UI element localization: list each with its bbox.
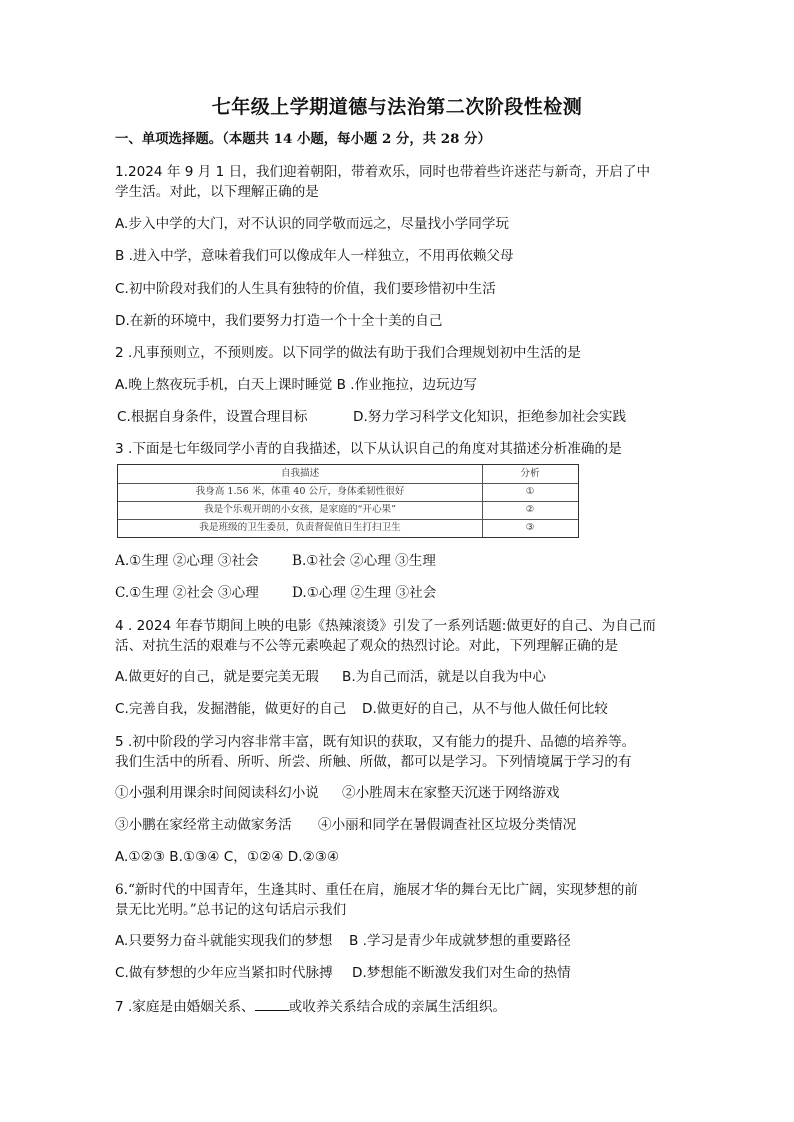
q6-stem-line1: 6.“新时代的中国青年，生逢其时、重任在肩，施展才华的舞台无比广阔，实现梦想的前 [115, 882, 638, 898]
q4-option-b: B.为自己而活，就是以自我为中心 [342, 669, 546, 685]
q3-option-c: C.①生理 ②社会 ③心理 [115, 585, 259, 601]
q4-stem-line1: 4 . 2024 年春节期间上映的电影《热辣滚烫》引发了一系列话题:做更好的自己、为自己而 [115, 618, 656, 634]
table-cell-analysis: ① [525, 486, 535, 497]
q6-option-b: B .学习是青少年成就梦想的重要路径 [349, 933, 571, 949]
q1-option-c: C.初中阶段对我们的人生具有独特的价值，我们要珍惜初中生活 [115, 281, 496, 297]
table-cell-analysis: ③ [525, 522, 535, 533]
table-row [118, 483, 578, 502]
q3-option-d: D.①心理 ②生理 ③社会 [292, 585, 437, 601]
q5-statement-4: ④小丽和同学在暑假调查社区垃圾分类情况 [318, 817, 577, 833]
q6-stem-line2: 景无比光明。”总书记的这句话启示我们 [115, 902, 347, 918]
q1-option-a: A.步入中学的大门，对不认识的同学敬而远之，尽量找小学同学玩 [115, 216, 510, 232]
q6-option-a: A.只要努力奋斗就能实现我们的梦想 [115, 933, 333, 949]
table-cell-description: 我是个乐观开朗的小女孩，是家庭的“开心果” [118, 501, 483, 519]
q5-statement-1: ①小强利用课余时间阅读科幻小说 [115, 785, 319, 801]
q1-stem-line1: 1.2024 年 9 月 1 日，我们迎着朝阳，带着欢乐，同时也带着些许迷茫与新奇，开启了中 [115, 164, 651, 180]
q5-stem-line2: 我们生活中的所看、所听、所尝、所触、所做，都可以是学习。下列情境属于学习的有 [115, 754, 632, 770]
q5-statement-3: ③小鹏在家经常主动做家务活 [115, 817, 292, 833]
table-cell-description: 我身高 1.56 米，体重 40 公斤，身体柔韧性很好 [118, 483, 483, 501]
table-header-description: 自我描述 [118, 465, 483, 483]
table-header-analysis: 分析 [520, 468, 540, 479]
q7-answer-blank [255, 996, 289, 1011]
q1-stem-line2: 学生活。对此，以下理解正确的是 [115, 184, 319, 200]
q2-options-ab: A.晚上熬夜玩手机，白天上课时睡觉 B .作业拖拉，边玩边写 [115, 377, 477, 393]
q3-option-a: A.①生理 ②心理 ③社会 [115, 553, 259, 569]
section-heading: 一、单项选择题。（本题共 14 小题，每小题 2 分，共 28 分） [115, 131, 491, 147]
q4-option-c: C.完善自我，发掘潜能，做更好的自己 [115, 701, 347, 717]
q7-stem-before: 7 .家庭是由婚姻关系、 [115, 999, 255, 1015]
q5-stem-line1: 5 .初中阶段的学习内容非常丰富，既有知识的获取，又有能力的提升、品德的培养等。 [115, 734, 636, 750]
q4-stem-line2: 活、对抗生活的艰难与不公等元素唤起了观众的热烈讨论。对此，下列理解正确的是 [115, 638, 618, 654]
table-cell-analysis: ② [525, 504, 535, 515]
q2-stem: 2 .凡事预则立，不预则废。以下同学的做法有助于我们合理规划初中生活的是 [115, 345, 581, 361]
q3-stem: 3 .下面是七年级同学小青的自我描述，以下从认识自己的角度对其描述分析准确的是 [115, 441, 622, 457]
page-title: 七年级上学期道德与法治第二次阶段性检测 [211, 96, 583, 118]
table-cell-description: 我是班级的卫生委员，负责督促值日生打扫卫生 [118, 519, 483, 537]
q4-option-a: A.做更好的自己，就是要完美无瑕 [115, 669, 319, 685]
self-description-table [117, 464, 579, 538]
q5-statement-2: ②小胜周末在家整天沉迷于网络游戏 [342, 785, 560, 801]
q7-stem-after: 或收养关系结合成的亲属生活组织。 [288, 999, 507, 1015]
q6-option-d: D.梦想能不断激发我们对生命的热情 [352, 965, 571, 981]
q2-option-d: D.努力学习科学文化知识，拒绝参加社会实践 [353, 409, 627, 425]
q1-option-d: D.在新的环境中，我们要努力打造一个十全十美的自己 [115, 313, 443, 329]
q6-option-c: C.做有梦想的少年应当紧扣时代脉搏 [115, 965, 333, 981]
q5-options: A.①②③ B.①③④ C，①②④ D.②③④ [115, 849, 340, 865]
q1-option-b: B .进入中学，意味着我们可以像成年人一样独立，不用再依赖父母 [115, 248, 514, 264]
table-row [118, 519, 578, 537]
table-header-row [118, 465, 578, 484]
table-row [118, 501, 578, 520]
q4-option-d: D.做更好的自己，从不与他人做任何比较 [362, 701, 608, 717]
q2-option-c: C.根据自身条件，设置合理目标 [117, 409, 308, 425]
q3-option-b: B.①社会 ②心理 ③生理 [292, 553, 436, 569]
q7-stem [115, 996, 506, 1017]
